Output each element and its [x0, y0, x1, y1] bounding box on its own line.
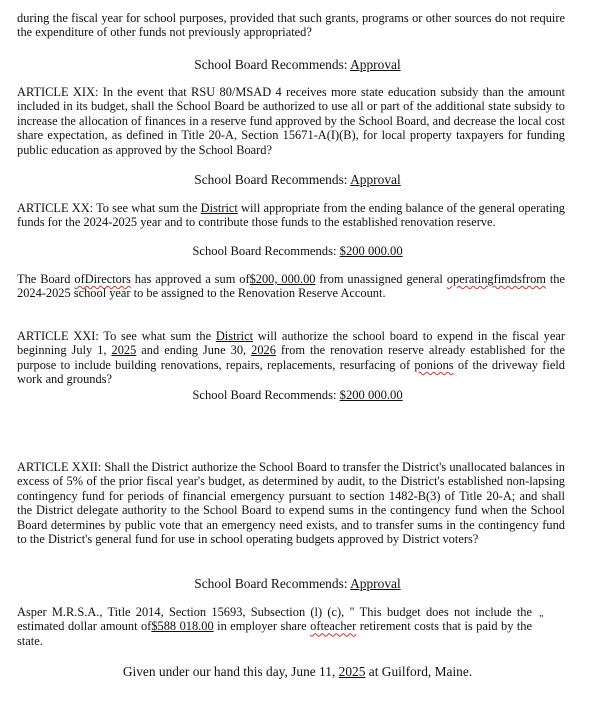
article-21-text: ARTICLE XXI: To see what sum the [17, 329, 216, 343]
board-text-4: the 2024-2025 school year to be assigned to the Renovation Reserve Account. [17, 272, 565, 301]
article-21-text-2: will authorize the school board to expend in the fiscal year beginning July 1, [17, 329, 565, 358]
article-22: ARTICLE XXII: Shall the District authorize the School Board to transfer the District's unallocated balances in excess of 5% of the prior fiscal year's budget, as determined by audit, to the District's established non-lapsing contingency fund for periods of financial emergency pursuant to section 1482-B(3) of Title 20-A; and shall the District delegate authority to the School Board to expend sums in the contingency fund when the School Board determines by public vote that an emergency need exists, and to transfer sums in the contingency fund to the District's general fund for use in school operating budgets approved by District voters? [17, 460, 565, 547]
intro-paragraph: during the fiscal year for school purposes, provided that such grants, programs or other sources do not require the expenditure of other funds not previously appropriated? [17, 11, 565, 40]
recommendation-label: School Board Recommends: [194, 172, 351, 187]
year-term: 2025 [338, 664, 366, 679]
article-20 [17, 201, 565, 230]
closing-text: Given under our hand this day, June 11, [122, 664, 339, 679]
asper-statement [17, 605, 532, 648]
recommendation-2 [0, 172, 595, 188]
asper-text: Asper M.R.S.A., Title 2014, Section 15693, Subsection (l) (c), " This budget does not include the estimated dollar amount of [17, 605, 532, 634]
spelling-flag: ofDirectors [74, 272, 131, 286]
board-text-3: from unassigned general [315, 272, 447, 286]
board-amount: $200, 000.00 [249, 272, 316, 286]
recommendation-value: $200 000.00 [339, 388, 403, 402]
recommendation-label: School Board Recommends: [192, 244, 340, 258]
recommendation-label: School Board Recommends: [192, 388, 340, 402]
recommendation-5 [0, 576, 595, 592]
board-text: The Board [17, 272, 75, 286]
recommendation-1 [0, 57, 595, 73]
asper-text-3: retirement costs that is paid by the state. [17, 619, 533, 648]
board-text-2: has approved a sum of [130, 272, 250, 286]
article-20-text-2: will appropriate from the ending balance of the general operating funds for the 2024-2025 year and to contribute those funds to the established renovation reserve. [17, 201, 566, 230]
recommendation-label: School Board Recommends: [194, 57, 351, 72]
district-term: District [200, 201, 238, 215]
district-term: District [215, 329, 254, 343]
spelling-flag: ofteacher [310, 619, 357, 634]
recommendation-value: Approval [350, 576, 401, 591]
recommendation-value: $200 000.00 [339, 244, 403, 258]
recommendation-4 [0, 388, 595, 403]
article-21-text-4: from the renovation reserve already established for the purpose to include building renovations, repairs, replacements, resurfacing of [17, 343, 565, 372]
spelling-flag: operatingfimdsfrom [446, 272, 546, 286]
asper-amount: $588 018.00 [151, 619, 214, 634]
article-19: ARTICLE XIX: In the event that RSU 80/MSAD 4 receives more state education subsidy than the amount included in its budget, shall the School Board be authorized to use all or part of the additional state subsidy to increase the allocation of finances in a reserve fund approved by the School Board, and decrease the local cost share expectation, as defined in Title 20-A, Section 15671-A(I)(B), for local property taxpayers for funding public education as approved by the School Board? [17, 85, 565, 157]
recommendation-label: School Board Recommends: [194, 576, 351, 591]
year-term: 2026 [251, 343, 276, 358]
recommendation-value: Approval [350, 172, 401, 187]
article-21 [17, 329, 565, 387]
article-21-text-3: and ending June 30, [136, 343, 252, 358]
year-term: 2025 [111, 343, 137, 358]
spelling-flag: ponions [414, 357, 454, 372]
asper-text-2: in employer share [213, 619, 311, 634]
article-20-text: ARTICLE XX: To see what sum the [17, 201, 201, 215]
board-statement [17, 272, 565, 301]
recommendation-3 [0, 244, 595, 259]
closing-quote-mark: " [539, 613, 544, 625]
closing-statement [0, 664, 595, 680]
article-21-text-5: of the driveway field work and grounds? [17, 357, 565, 387]
recommendation-value: Approval [350, 57, 401, 72]
closing-text-2: at Guilford, Maine. [365, 664, 473, 679]
